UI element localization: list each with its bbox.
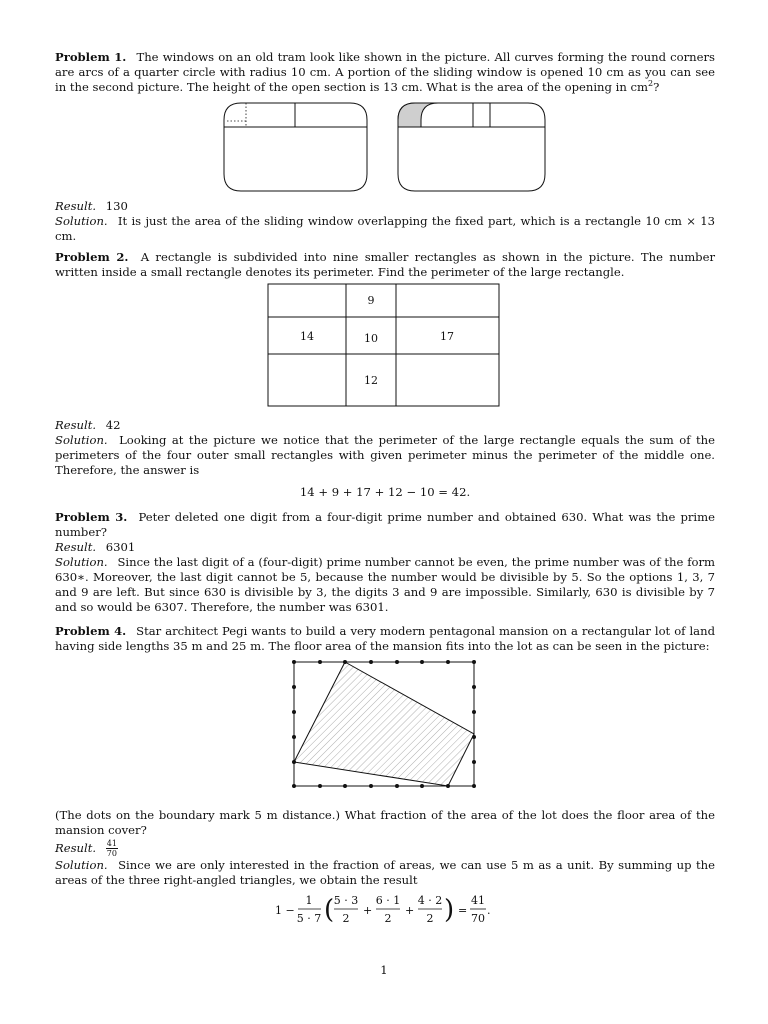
problem2-solution-text: Looking at the picture we notice that the perimeter of the large rectangle equals the sum of the perimeters of the four outer small rectangles with given perimeter minus the perimeter of the middle one. Therefore, the answer is <box>55 433 715 477</box>
eq-frac3-den: 2 <box>426 912 434 925</box>
eq-period: . <box>487 904 491 917</box>
eq-plus2: + <box>405 904 415 917</box>
mansion-lot-figure <box>55 654 715 804</box>
eq-plus1: + <box>363 904 373 917</box>
problem2-equation: 14 + 9 + 17 + 12 − 10 = 42. <box>299 485 471 499</box>
problem1-solution-text: It is just the area of the sliding window overlapping the fixed part, which is a rectangle 10 cm × 13 cm. <box>55 214 715 243</box>
problem4-text: Star architect Pegi wants to build a very modern pentagonal mansion on a rectangular lot of land having side lengths 35 m and 25 m. The floor area of the mansion fits into the lot as can be seen in the picture: <box>55 624 715 653</box>
problem3-result-value: 6301 <box>105 540 136 554</box>
problem2-solution <box>55 433 715 478</box>
problem1-label: Problem 1. <box>55 50 127 64</box>
result-denominator: 70 <box>106 849 117 858</box>
problem3-result <box>55 540 715 555</box>
problem3-text: Peter deleted one digit from a four-digit prime number and obtained 630. What was the prime number? <box>55 510 715 539</box>
problem4-label: Problem 4. <box>55 624 127 638</box>
eq-equals: = <box>458 904 468 917</box>
eq-frac0-num: 1 <box>305 894 313 907</box>
result-numerator: 41 <box>106 839 117 848</box>
eq-one-minus: 1 − <box>275 904 295 917</box>
document-page <box>55 50 715 932</box>
grid-label-left: 14 <box>300 330 314 343</box>
tram-window-figure <box>55 95 715 193</box>
problem4-equation <box>55 888 715 932</box>
problem1-sup: 2 <box>647 79 654 89</box>
grid-label-center: 10 <box>364 332 378 345</box>
eq-frac1-num: 5 · 3 <box>333 894 359 907</box>
problem4-equation-drawing <box>55 888 715 932</box>
problem1-result-label: Result. <box>55 199 97 213</box>
eq-frac2-den: 2 <box>384 912 392 925</box>
problem1-result <box>55 199 715 214</box>
problem3-solution-label: Solution. <box>55 555 108 569</box>
eq-result-num: 41 <box>471 894 485 907</box>
eq-frac2-num: 6 · 1 <box>375 894 401 907</box>
problem1-text-end: ? <box>653 80 660 94</box>
problem2-result-label: Result. <box>55 418 97 432</box>
problem3-result-label: Result. <box>55 540 97 554</box>
problem3-statement <box>55 510 715 540</box>
eq-frac3-num: 4 · 2 <box>417 894 443 907</box>
rectangle-grid-figure <box>55 280 715 416</box>
problem3-solution <box>55 555 715 615</box>
problem1-solution-label: Solution. <box>55 214 108 228</box>
problem1-text: The windows on an old tram look like shown in the picture. All curves forming the round corners are arcs of a quarter circle with radius 10 cm. A portion of the sliding window is opened 10 cm as you can see in the second picture. The height of the open section is 13 cm. What is the area of the opening in cm <box>55 50 716 94</box>
eq-result-den: 70 <box>471 912 485 925</box>
problem1-result-value: 130 <box>105 199 128 213</box>
problem2-solution-label: Solution. <box>55 433 108 447</box>
tram-window-drawing <box>55 95 715 193</box>
problem4-result <box>55 839 715 858</box>
problem4-solution-text: Since we are only interested in the fraction of areas, we can use 5 m as a unit. By summing up the areas of the three right-angled triangles, we obtain the result <box>55 858 715 887</box>
problem4-result-label: Result. <box>55 840 97 855</box>
problem4-statement <box>55 624 715 654</box>
grid-label-bottom: 12 <box>364 374 378 387</box>
problem4-solution-label: Solution. <box>55 858 108 872</box>
problem2-result-value: 42 <box>105 418 121 432</box>
rectangle-grid-drawing <box>55 280 715 416</box>
grid-label-right: 17 <box>440 330 454 343</box>
page-number: 1 <box>380 963 388 977</box>
problem3-solution-text: Since the last digit of a (four-digit) prime number cannot be even, the prime number was of the form 630∗. Moreover, the last digit cannot be 5, because the number would be divisible by 5. So the options 1, 3, 7 and 9 are left. But since 630 is divisible by 3, the digits 3 and 9 are impossible. Similarly, 630 is divisible by 7 and so would be 6307. Therefore, the number was 6301. <box>55 555 716 614</box>
grid-label-top: 9 <box>367 294 375 307</box>
problem2-result <box>55 418 715 433</box>
eq-left-paren: ( <box>324 895 335 925</box>
problem4-solution <box>55 858 715 888</box>
eq-right-paren: ) <box>444 895 455 925</box>
problem2-label: Problem 2. <box>55 250 129 264</box>
mansion-lot-drawing <box>55 654 715 804</box>
problem2-statement <box>55 250 715 280</box>
problem4-result-fraction <box>106 839 118 858</box>
problem1-solution <box>55 214 715 244</box>
problem1-statement <box>55 50 715 95</box>
eq-frac0-den: 5 · 7 <box>296 912 322 925</box>
eq-frac1-den: 2 <box>342 912 350 925</box>
problem3-label: Problem 3. <box>55 510 128 524</box>
problem2-text: A rectangle is subdivided into nine smaller rectangles as shown in the picture. The number written inside a small rectangle denotes its perimeter. Find the perimeter of the large rectangle. <box>55 250 716 279</box>
problem4-caption: (The dots on the boundary mark 5 m distance.) What fraction of the area of the lot does the floor area of the mansion cover? <box>55 808 715 837</box>
